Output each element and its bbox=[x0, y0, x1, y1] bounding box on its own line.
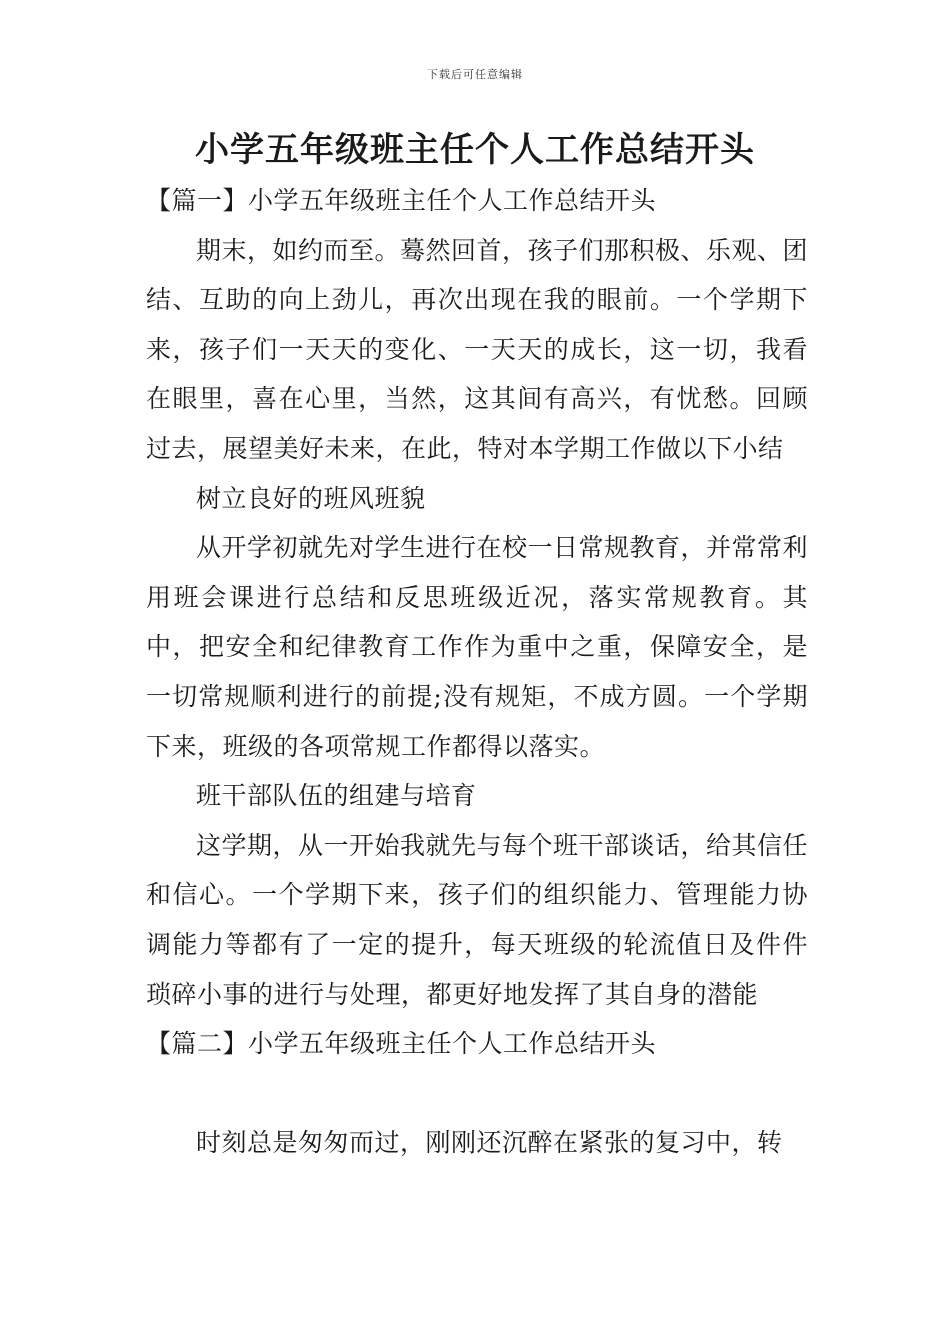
section-heading-1: 【篇一】小学五年级班主任个人工作总结开头 bbox=[146, 186, 657, 215]
paragraph-intro: 期末，如约而至。蓦然回首，孩子们那积极、乐观、团结、互助的向上劲儿，再次出现在我的眼前。一个学期下来，孩子们一天天的变化、一天天的成长，这一切，我看在眼里，喜在心里，当然，这其间有高兴，有忧愁。回顾过去，展望美好未来，在此，特对本学期工作做以下小结 bbox=[146, 235, 809, 463]
paragraph-class-style: 从开学初就先对学生进行在校一日常规教育，并常常利用班会课进行总结和反思班级近况，落实常规教育。其中，把安全和纪律教育工作作为重中之重，保障安全，是一切常规顺利进行的前提;没有规矩，不成方圆。一个学期下来，班级的各项常规工作都得以落实。 bbox=[146, 533, 809, 761]
section-heading-2: 【篇二】小学五年级班主任个人工作总结开头 bbox=[146, 1029, 657, 1059]
paragraph-class-cadres: 这学期，从一开始我就先与每个班干部谈话，给其信任和信心。一个学期下来，孩子们的组织能力、管理能力协调能力等都有了一定的提升，每天班级的轮流值日及件件琐碎小事的进行与处理，都更好地发挥了其自身的潜能 bbox=[146, 830, 809, 1009]
blank-line bbox=[146, 1069, 808, 1119]
subheading-class-style: 树立良好的班风班貌 bbox=[196, 483, 426, 513]
document-title: 小学五年级班主任个人工作总结开头 bbox=[195, 130, 755, 170]
subheading-class-cadres: 班干部队伍的组建与培育 bbox=[196, 781, 477, 811]
header-note: 下载后可任意编辑 bbox=[427, 68, 523, 81]
paragraph-section-2-start: 时刻总是匆匆而过，刚刚还沉醉在紧张的复习中，转 bbox=[196, 1128, 783, 1158]
document-body bbox=[146, 176, 808, 1168]
